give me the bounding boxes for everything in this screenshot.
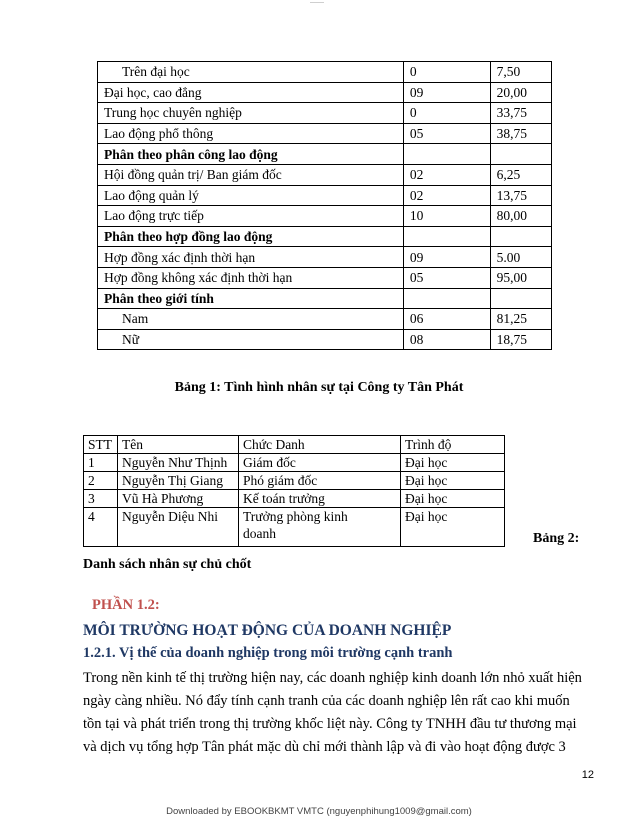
row-count: 0 <box>403 103 490 124</box>
row-label: Lao động quản lý <box>98 185 404 206</box>
row-label: Lao động phổ thông <box>98 123 404 144</box>
paragraph-line: và dịch vụ tổng hợp Tân phát mặc dù chỉ mới thành lập và đi vào hoạt động được 3 <box>83 739 566 755</box>
cell-name: Nguyễn Diệu Nhi <box>118 508 239 547</box>
row-count: 09 <box>403 247 490 268</box>
row-percent: 7,50 <box>490 62 551 83</box>
row-percent: 18,75 <box>490 329 551 350</box>
table-row <box>98 267 552 288</box>
table-row <box>84 454 505 472</box>
cell-title: Giám đốc <box>239 454 401 472</box>
staff-structure-table <box>97 61 552 350</box>
cell-name: Vũ Hà Phương <box>118 490 239 508</box>
cell-title-line2: doanh <box>243 526 276 541</box>
row-percent: 13,75 <box>490 185 551 206</box>
table-row <box>98 185 552 206</box>
row-label: Hội đồng quản trị/ Ban giám đốc <box>98 164 404 185</box>
table-row <box>98 329 552 350</box>
table-row <box>98 288 552 309</box>
row-percent: 95,00 <box>490 267 551 288</box>
row-count <box>403 226 490 247</box>
cell-name: Nguyễn Thị Giang <box>118 472 239 490</box>
table-row <box>84 508 505 547</box>
row-percent: 6,25 <box>490 164 551 185</box>
row-label: Phân theo hợp đồng lao động <box>98 226 404 247</box>
paragraph-line: Trong nền kinh tế thị trường hiện nay, các doanh nghiệp kinh doanh lớn nhỏ xuất hiện <box>83 670 582 686</box>
row-label: Nam <box>98 309 404 330</box>
row-label: Hợp đồng xác định thời hạn <box>98 247 404 268</box>
paragraph-line: ngày càng nhiều. Nó đẩy tính cạnh tranh của các doanh nghiệp lên rất cao khi muốn <box>83 693 570 709</box>
table-row <box>98 62 552 83</box>
header-title: Chức Danh <box>239 436 401 454</box>
table1-caption: Bảng 1: Tình hình nhân sự tại Công ty Tân Phát <box>174 380 464 395</box>
table-row <box>98 226 552 247</box>
paragraph-line: tồn tại và phát triển trong thị trường khốc liệt này. Công ty TNHH đầu tư thương mại <box>83 716 577 732</box>
row-label: Phân theo phân công lao động <box>98 144 404 165</box>
row-label: Hợp đồng không xác định thời hạn <box>98 267 404 288</box>
row-percent: 81,25 <box>490 309 551 330</box>
table-header-row <box>84 436 505 454</box>
row-count: 02 <box>403 164 490 185</box>
table-row <box>98 309 552 330</box>
row-count: 02 <box>403 185 490 206</box>
section-heading: MÔI TRƯỜNG HOẠT ĐỘNG CỦA DOANH NGHIỆP <box>83 622 452 639</box>
download-footer: Downloaded by EBOOKBKMT VMTC (nguyenphihung1009@gmail.com) <box>166 806 472 817</box>
row-label: Lao động trực tiếp <box>98 206 404 227</box>
table-row <box>98 144 552 165</box>
cell-stt: 4 <box>84 508 118 547</box>
table-row <box>98 82 552 103</box>
table-row <box>98 247 552 268</box>
cell-level: Đại học <box>401 472 505 490</box>
cell-title <box>239 508 401 547</box>
row-percent <box>490 226 551 247</box>
row-label: Đại học, cao đẳng <box>98 82 404 103</box>
row-count: 06 <box>403 309 490 330</box>
cell-title: Phó giám đốc <box>239 472 401 490</box>
row-count <box>403 288 490 309</box>
row-percent: 80,00 <box>490 206 551 227</box>
row-percent: 5.00 <box>490 247 551 268</box>
table-row <box>98 103 552 124</box>
header-level: Trình độ <box>401 436 505 454</box>
cell-level: Đại học <box>401 508 505 547</box>
row-percent: 38,75 <box>490 123 551 144</box>
page-number: 12 <box>581 769 594 781</box>
cell-stt: 3 <box>84 490 118 508</box>
row-label: Trung học chuyên nghiệp <box>98 103 404 124</box>
row-count: 10 <box>403 206 490 227</box>
table2-caption-text: Danh sách nhân sự chủ chốt <box>83 557 252 572</box>
row-count: 09 <box>403 82 490 103</box>
part-heading: PHẦN 1.2: <box>92 597 160 613</box>
row-percent <box>490 288 551 309</box>
row-label: Nữ <box>98 329 404 350</box>
cell-name: Nguyễn Như Thịnh <box>118 454 239 472</box>
cell-stt: 2 <box>84 472 118 490</box>
header-name: Tên <box>118 436 239 454</box>
cell-level: Đại học <box>401 490 505 508</box>
cell-level: Đại học <box>401 454 505 472</box>
top-mark <box>310 2 324 3</box>
cell-title-line1: Trưởng phòng kinh <box>243 509 348 524</box>
cell-stt: 1 <box>84 454 118 472</box>
key-staff-table <box>83 435 505 547</box>
row-percent: 20,00 <box>490 82 551 103</box>
row-count: 08 <box>403 329 490 350</box>
row-count: 0 <box>403 62 490 83</box>
row-count <box>403 144 490 165</box>
body-paragraph <box>83 667 582 759</box>
row-percent: 33,75 <box>490 103 551 124</box>
table-row <box>98 123 552 144</box>
row-percent <box>490 144 551 165</box>
table-row <box>84 472 505 490</box>
cell-title: Kế toán trưởng <box>239 490 401 508</box>
table-row <box>98 164 552 185</box>
row-count: 05 <box>403 267 490 288</box>
row-label: Phân theo giới tính <box>98 288 404 309</box>
table-row <box>98 206 552 227</box>
row-count: 05 <box>403 123 490 144</box>
header-stt: STT <box>84 436 118 454</box>
subsection-heading: 1.2.1. Vị thế của doanh nghiệp trong môi trường cạnh tranh <box>83 645 453 661</box>
table2-caption-label: Bảng 2: <box>533 531 580 546</box>
table-row <box>84 490 505 508</box>
row-label: Trên đại học <box>98 62 404 83</box>
